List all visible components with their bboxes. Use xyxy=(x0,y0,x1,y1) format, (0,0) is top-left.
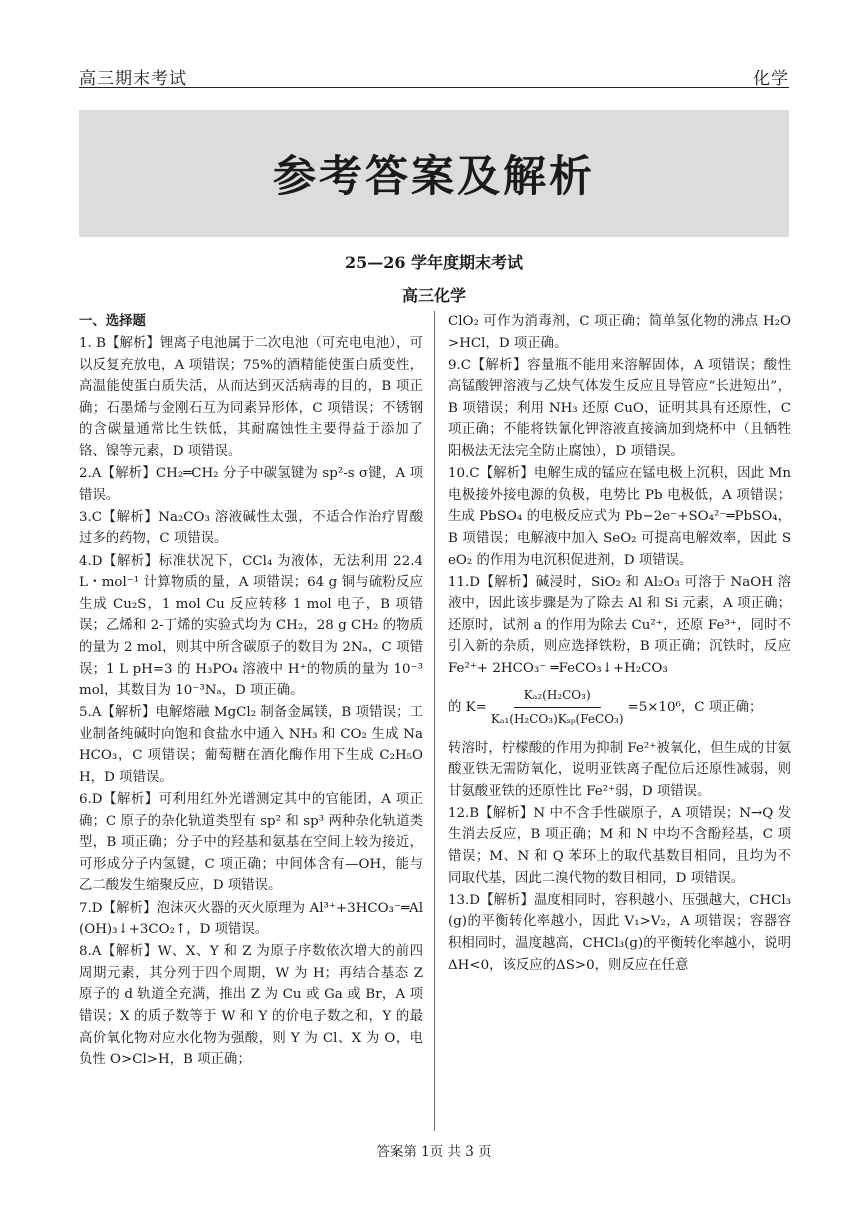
answer-item: 4.D【解析】标准状况下，CCl₄ 为液体，无法利用 22.4 L・mol⁻¹ 计算物质的量，A 项错误；64 g 铜与硫粉反应生成 Cu₂S，1 mol Cu 反应转移 1 mol 电子，B 项错误；乙烯和 2-丁烯的实验式均为 CH₂，28 g CH₂ 的物质的量为 2 mol，则其中所含碳原子的数目为 2Nₐ，C 项错误；1 L pH=3 的 H₃PO₄ 溶液中 H⁺的物质的量为 10⁻³ mol，其数目为 10⁻³Nₐ，D 项正确。 xyxy=(79,553,423,699)
answer-item: 转溶时，柠檬酸的作用为抑制 Fe²⁺被氧化，但生成的甘氨酸亚铁无需防氧化，说明亚铁离子配位后还原性减弱，则甘氨酸亚铁的还原性比 Fe²⁺弱，D 项错误。 xyxy=(448,740,791,799)
formula-lead: 的 K= xyxy=(448,699,487,715)
formula-tail: =5×10⁶，C 项正确； xyxy=(627,699,763,715)
answer-item: 10.C【解析】电解生成的锰应在锰电极上沉积，因此 Mn 电极接外接电源的负极，电势比 Pb 电极低，A 项错误；生成 PbSO₄ 的电极反应式为 Pb−2e⁻+SO₄²⁻═PbSO₄，B 项错误；电解液中加入 SeO₂ 可提高电解效率，因此 SeO₂ 的作用为电沉积促进剂，D 项错误。 xyxy=(448,466,791,568)
title-banner xyxy=(79,110,789,237)
exam-name: 高三期末考试 xyxy=(79,69,187,89)
header-rule xyxy=(79,87,789,88)
answer-item: 13.D【解析】温度相同时，容积越小、压强越大，CHCl₃(g)的平衡转化率越小，因此 V₁>V₂，A 项错误；容器容积相同时，温度越高，CHCl₃(g)的平衡转化率越小，说明ΔH<0，该反应的ΔS>0，则反应在任意 xyxy=(448,892,791,973)
column-divider xyxy=(434,311,435,1131)
answer-item: 5.A【解析】电解熔融 MgCl₂ 制备金属镁，B 项错误；工业制备纯碱时向饱和食盐水中通入 NH₃ 和 CO₂ 生成 NaHCO₃，C 项错误；葡萄糖在酒化酶作用下生成 C₂H₅OH，D 项错误。 xyxy=(79,705,423,785)
answer-item: 11.D【解析】碱浸时，SiO₂ 和 Al₂O₃ 可溶于 NaOH 溶液中，因此该步骤是为了除去 Al 和 Si 元素，A 项正确；还原时，试剂 a 的作用为除去 Cu²⁺，还原 Fe³⁺，同时不引入新的杂质，则应选择铁粉，B 项正确；沉铁时，反应 Fe²⁺+ 2HCO₃⁻ ═FeCO₃↓+H₂CO₃ xyxy=(448,574,791,676)
page-title: 参考答案及解析 xyxy=(273,152,595,202)
answer-item: 2.A【解析】CH₂═CH₂ 分子中碳氢键为 sp²-s σ键，A 项错误。 xyxy=(79,466,423,503)
left-column xyxy=(79,311,423,1071)
answer-item: 8.A【解析】W、X、Y 和 Z 为原子序数依次增大的前四周期元素，其分列于四个周期，W 为 H；再结合基态 Z 原子的 d 轨道全充满，推出 Z 为 Cu 或 Ga 或 Br，A 项错误；X 的质子数等于 W 和 Y 的价电子数之和，Y 的最高价氧化物对应水化物为强酸，则 Y 为 Cl、X 为 O，电负性 O>Cl>H，B 项正确； xyxy=(79,944,423,1068)
answer-item: 7.D【解析】泡沫灭火器的灭火原理为 Al³⁺+3HCO₃⁻═Al(OH)₃↓+3CO₂↑，D 项错误。 xyxy=(79,900,423,938)
answer-item: 12.B【解析】N 中不含手性碳原子，A 项错误；N→Q 发生消去反应，B 项正确；M 和 N 中均不含酚羟基，C 项错误；M、N 和 Q 苯环上的取代基数目相同，且均为不同取代基，因此二溴代物的数目相同，D 项错误。 xyxy=(448,805,791,886)
answer-item: 6.D【解析】可利用红外光谱测定其中的官能团，A 项正确；C 原子的杂化轨道类型有 sp² 和 sp³ 两种杂化轨道类型，B 项正确；分子中的羟基和氨基在空间上较为接近，可形成分子内氢键，C 项正确；中间体含有—OH，能与乙二酸发生缩聚反应，D 项错误。 xyxy=(79,792,423,894)
equilibrium-formula xyxy=(448,682,791,734)
section-heading: 一、选择题 xyxy=(79,313,146,329)
formula-numerator: Kₐ₂(H₂CO₃) xyxy=(514,685,601,709)
formula-fraction xyxy=(491,685,624,731)
subject-name: 化学 xyxy=(753,69,789,89)
answer-item: 1. B【解析】锂离子电池属于二次电池（可充电电池），可以反复充放电，A 项错误；75%的酒精能使蛋白质变性，高温能使蛋白质失活，从而达到灭活病毒的目的，B 项正确；石墨烯与金刚石互为同素异形体，C 项错误；不锈钢的含碳量通常比生铁低，其耐腐蚀性主要得益于添加了铬、镍等元素，D 项错误。 xyxy=(79,336,423,460)
answer-item: ClO₂ 可作为消毒剂，C 项正确；简单氢化物的沸点 H₂O>HCl，D 项正确。 xyxy=(448,314,791,351)
page-footer: 答案第 1页 共 3 页 xyxy=(376,1144,492,1160)
answer-item: 3.C【解析】Na₂CO₃ 溶液碱性太强，不适合作治疗胃酸过多的药物，C 项错误。 xyxy=(79,509,423,547)
formula-denominator: Kₐ₁(H₂CO₃)Kₛₚ(FeCO₃) xyxy=(490,712,624,727)
page-header xyxy=(79,62,789,88)
right-column xyxy=(448,311,791,977)
answer-item: 9.C【解析】容量瓶不能用来溶解固体，A 项错误；酸性高锰酸钾溶液与乙炔气体发生反应且导管应“长进短出”，B 项错误；利用 NH₃ 还原 CuO，证明其具有还原性，C 项正确；不能将铁氰化钾溶液直接滴加到烧杯中（且牺牲阳极法无法完全防止腐蚀），D 项错误。 xyxy=(448,357,791,460)
exam-year-title: 25—26 学年度期末考试 xyxy=(344,253,524,272)
exam-grade-title: 高三化学 xyxy=(401,286,466,305)
